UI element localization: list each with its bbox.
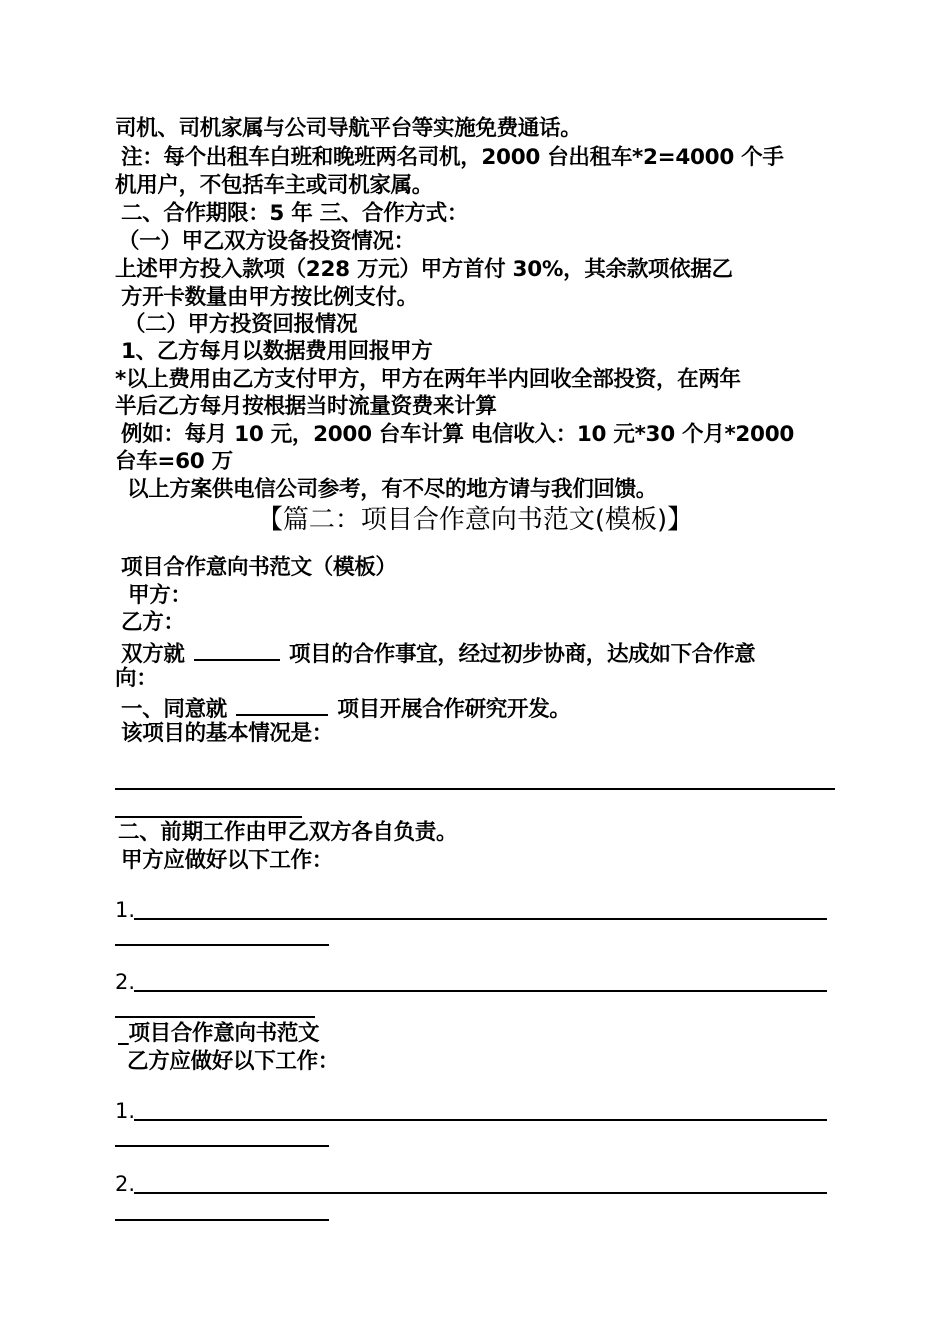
para1 xyxy=(121,637,755,669)
party-a-item-2-number: 2. xyxy=(115,970,136,994)
party-b-work-label: 乙方应做好以下工作： xyxy=(127,1049,340,1074)
text-line-2: 注：每个出租车白班和晚班两名司机，2000 台出租车*2=4000 个手 xyxy=(121,145,784,170)
text-line-12: 例如：每月 10 元，2000 台车计算 电信收入：10 元*30 个月*2000 xyxy=(121,422,795,447)
text-line-10: *以上费用由乙方支付甲方，甲方在两年半内回收全部投资，在两年 xyxy=(115,367,741,392)
text-line-7: 方开卡数量由甲方按比例支付。 xyxy=(121,285,418,310)
basic-info-label: 该项目的基本情况是： xyxy=(121,721,334,746)
party-a-item-1-number: 1. xyxy=(115,898,136,922)
para1-suffix: 项目的合作事宜，经过初步协商，达成如下合作意 xyxy=(288,642,756,667)
party-b-item-2-blank[interactable] xyxy=(134,1192,827,1194)
party-a-item-1-blank[interactable] xyxy=(134,918,827,920)
text-line-1: 司机、司机家属与公司导航平台等实施免费通话。 xyxy=(115,116,582,141)
basic-info-blank-line-1[interactable] xyxy=(115,788,835,790)
party-b-item-2-number: 2. xyxy=(115,1172,136,1196)
project-name-blank[interactable] xyxy=(194,637,280,661)
text-line-6: 上述甲方投入款项（228 万元）甲方首付 30%，其余款项依据乙 xyxy=(115,257,733,282)
party-b-item-2-blank-cont[interactable] xyxy=(115,1219,329,1221)
text-line-14: 以上方案供电信公司参考，有不尽的地方请与我们回馈。 xyxy=(127,477,658,502)
party-a-item-2-blank[interactable] xyxy=(134,990,827,992)
party-b-item-1-blank[interactable] xyxy=(134,1119,827,1121)
party-a-item-2-blank-cont[interactable] xyxy=(115,1016,315,1018)
item2: 二、前期工作由甲乙双方各自负责。 xyxy=(118,820,458,845)
party-a-item-1-blank-cont[interactable] xyxy=(115,944,329,946)
item1-prefix: 一、同意就 xyxy=(121,697,228,722)
party-b-item-1-blank-cont[interactable] xyxy=(115,1145,329,1147)
running-footer-title: _项目合作意向书范文 xyxy=(118,1021,320,1046)
text-line-4: 二、合作期限：5 年 三、合作方式： xyxy=(121,201,469,226)
basic-info-blank-line-2[interactable] xyxy=(115,816,302,818)
party-a-work-label: 甲方应做好以下工作： xyxy=(121,848,334,873)
para1-continuation: 向： xyxy=(115,666,158,691)
section-heading: 【篇二：项目合作意向书范文(模板)】 xyxy=(256,505,694,535)
text-line-9: 1、乙方每月以数据费用回报甲方 xyxy=(121,339,433,364)
text-line-5: （一）甲乙双方设备投资情况： xyxy=(118,229,415,254)
party-b-item-1-number: 1. xyxy=(115,1099,136,1123)
para1-prefix: 双方就 xyxy=(121,642,185,667)
party-a-label: 甲方： xyxy=(128,583,192,608)
template-title: 项目合作意向书范文（模板） xyxy=(121,555,397,580)
item1-project-blank[interactable] xyxy=(236,692,328,716)
text-line-13: 台车=60 万 xyxy=(115,449,233,474)
text-line-11: 半后乙方每月按根据当时流量资费来计算 xyxy=(115,394,497,419)
item1-suffix: 项目开展合作研究开发。 xyxy=(337,697,571,722)
party-b-label: 乙方： xyxy=(121,610,185,635)
text-line-8: （二）甲方投资回报情况 xyxy=(124,312,358,337)
text-line-3: 机用户，不包括车主或司机家属。 xyxy=(115,173,434,198)
